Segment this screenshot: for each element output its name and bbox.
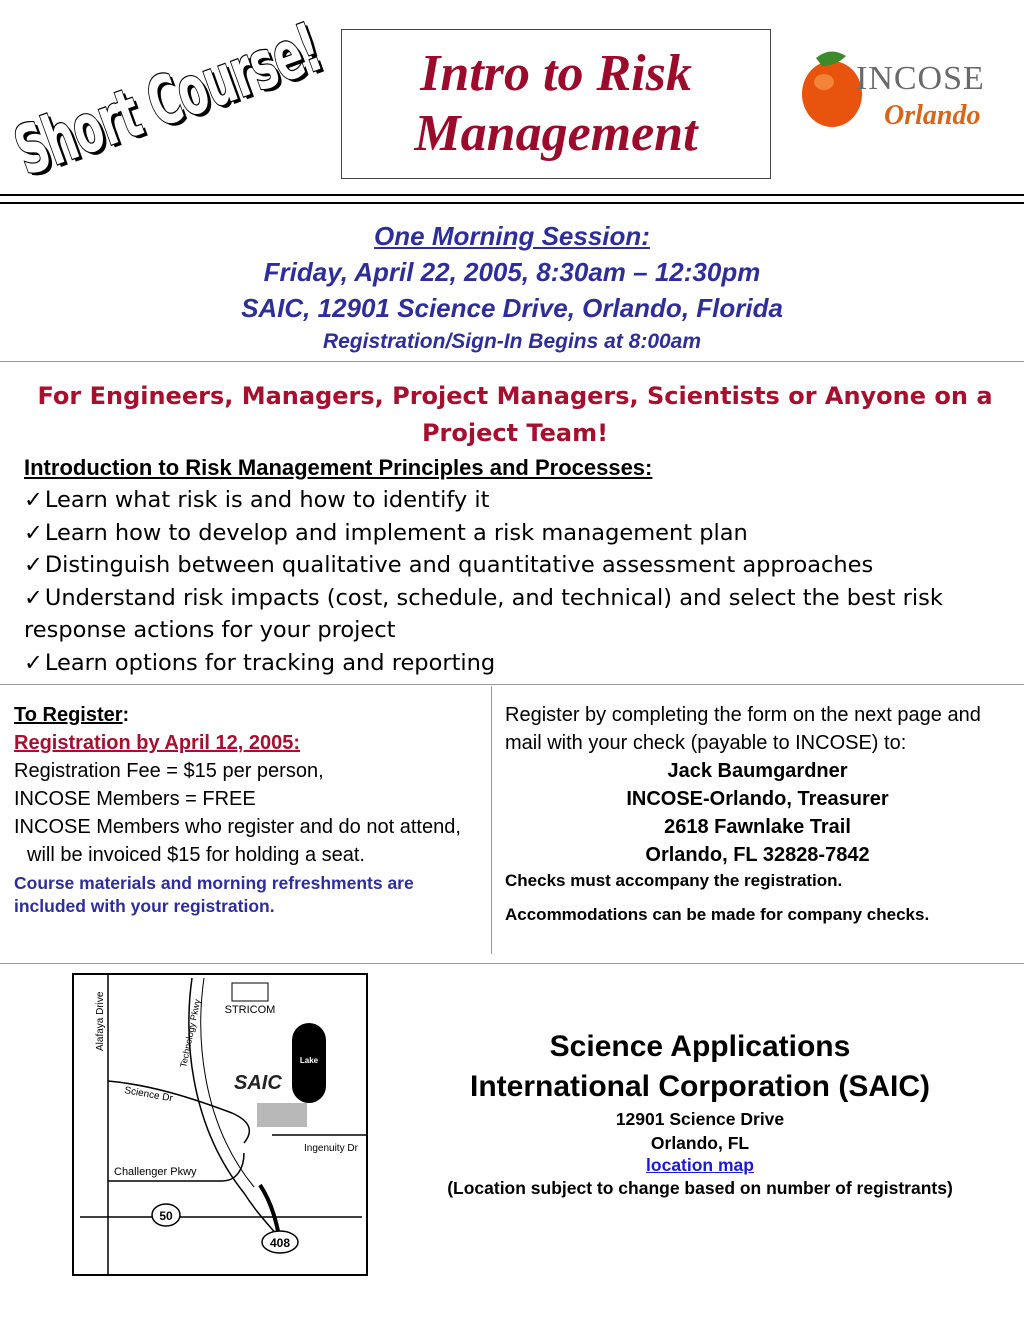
session-date: Friday, April 22, 2005, 8:30am – 12:30pm	[263, 257, 761, 287]
session-location: SAIC, 12901 Science Drive, Orlando, Florida	[241, 293, 783, 323]
venue-name-line-1: Science Applications	[549, 1030, 851, 1063]
title-box	[341, 29, 771, 179]
session-registration-time: Registration/Sign-In Begins at 8:00am	[322, 330, 702, 353]
topics-divider	[0, 684, 1024, 685]
route-408-label: 408	[269, 1236, 291, 1250]
route-50-label: 50	[159, 1209, 173, 1223]
mail-name: Jack Baumgardner	[667, 760, 848, 782]
alafaya-label: Alafaya Drive	[95, 991, 106, 1051]
topic-item	[24, 549, 1014, 582]
to-register-label: To Register	[14, 704, 123, 726]
header-rule-2	[0, 202, 1024, 204]
challenger-label: Challenger Pkwy	[114, 1166, 197, 1178]
members-fee: INCOSE Members = FREE	[14, 788, 256, 810]
lake-label: Lake	[299, 1056, 319, 1065]
topic-text: Learn how to develop and implement a risk management plan	[44, 519, 748, 546]
logo-text-orlando: Orlando	[884, 100, 981, 131]
saic-map-logo: SAIC	[234, 1072, 282, 1094]
technology-label: Technology Pkwy	[178, 998, 203, 1069]
orange-icon	[802, 61, 862, 127]
map-frame	[73, 974, 367, 1275]
checkmark-icon: ✓	[24, 519, 43, 546]
checks-note: Checks must accompany the registration.	[505, 871, 843, 890]
topic-text: Learn what risk is and how to identify it	[44, 487, 490, 513]
topics-section	[24, 452, 1014, 679]
mailing-instructions	[505, 701, 1010, 927]
checkmark-icon: ✓	[24, 487, 43, 513]
mail-street: 2618 Fawnlake Trail	[664, 816, 851, 838]
location-map	[72, 973, 368, 1276]
science-label: Science Dr	[123, 1085, 174, 1105]
registration-divider	[0, 963, 1024, 964]
audience-text: For Engineers, Managers, Project Managers, Scientists or Anyone on a Project Team!	[37, 382, 993, 447]
badge-text: Short Course!	[5, 7, 331, 191]
session-divider	[0, 361, 1024, 362]
saic-building	[257, 1103, 307, 1127]
topic-text: Distinguish between qualitative and quantitative assessment approaches	[44, 552, 874, 578]
venue-address	[420, 1027, 980, 1200]
location-map-link[interactable]: location map	[646, 1155, 754, 1175]
checkmark-icon: ✓	[24, 649, 43, 676]
topics-list	[24, 484, 1014, 679]
venue-name-line-2: International Corporation (SAIC)	[470, 1070, 930, 1103]
logo-text-incose: INCOSE	[856, 60, 985, 97]
checkmark-icon: ✓	[24, 584, 43, 611]
registration-fee: Registration Fee = $15 per person,	[14, 760, 324, 782]
incose-orlando-logo	[796, 44, 996, 144]
stricom-label: STRICOM	[224, 1004, 276, 1016]
topics-heading: Introduction to Risk Management Principles and Processes:	[24, 455, 653, 480]
venue-street: 12901 Science Drive	[615, 1109, 785, 1129]
topic-item	[24, 484, 1014, 517]
title-line-1: Intro to Risk	[420, 45, 692, 102]
mail-instructions: Register by completing the form on the next page and mail with your check (payable to INCOSE) to:	[505, 704, 981, 754]
registration-deadline: Registration by April 12, 2005:	[14, 732, 301, 754]
checkmark-icon: ✓	[24, 552, 43, 578]
topic-item	[24, 582, 1014, 647]
no-show-policy: INCOSE Members who register and do not attend, will be invoiced $15 for holding a seat.	[14, 816, 461, 866]
materials-note: Course materials and morning refreshments are included with your registration.	[14, 873, 414, 916]
venue-note: (Location subject to change based on number of registrants)	[447, 1178, 953, 1198]
stricom-building	[232, 983, 268, 1001]
topic-item	[24, 517, 1014, 550]
topic-item	[24, 647, 1014, 680]
accommodations-note: Accommodations can be made for company checks.	[505, 905, 930, 924]
ingenuity-label: Ingenuity Dr	[304, 1143, 358, 1154]
session-heading: One Morning Session:	[374, 221, 650, 251]
header-rule-1	[0, 194, 1024, 196]
title-line-2: Management	[414, 105, 698, 162]
topic-text: Learn options for tracking and reporting	[44, 649, 496, 676]
topic-text: Understand risk impacts (cost, schedule, and technical) and select the best risk response actions for your project	[24, 584, 943, 643]
mail-city: Orlando, FL 32828-7842	[645, 844, 870, 866]
short-course-badge	[5, 7, 331, 191]
registration-details: To Register: Registration by April 12, 2005: Registration Fee = $15 per person, INCOSE Members = FREE INCOSE Members who register and do not attend, will be invoiced $15 for holding a seat. Course materials and morning refreshments are included with your registration.	[14, 701, 484, 918]
mail-title: INCOSE-Orlando, Treasurer	[626, 788, 889, 810]
session-info	[0, 218, 1024, 358]
registration-column-divider	[491, 686, 492, 954]
venue-city: Orlando, FL	[650, 1133, 750, 1153]
